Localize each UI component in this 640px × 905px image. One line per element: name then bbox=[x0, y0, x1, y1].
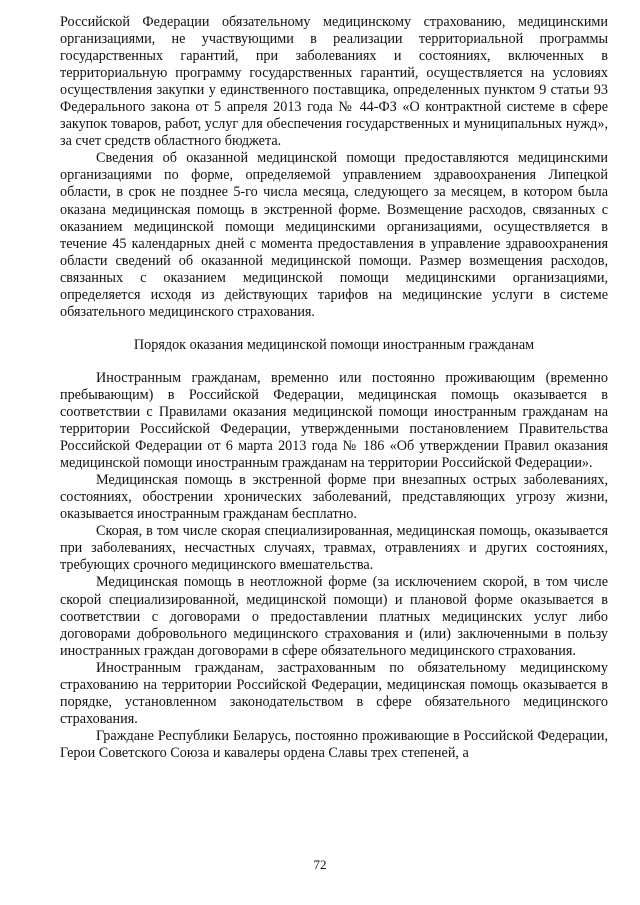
paragraph: Скорая, в том числе скорая специализированная, медицинская помощь, оказывается при заболеваниях, несчастных случаях, травмах, отравлениях и других состояниях, требующих срочного медицинского вмешательства. bbox=[60, 523, 608, 574]
paragraph: Медицинская помощь в экстренной форме при внезапных острых заболеваниях, состояниях, обострении хронических заболеваний, представляющих угрозу жизни, оказывается иностранным гражданам бесплатно. bbox=[60, 472, 608, 523]
document-page bbox=[60, 14, 608, 762]
paragraph: Граждане Республики Беларусь, постоянно проживающие в Российской Федерации, Герои Советского Союза и кавалеры ордена Славы трех степеней, а bbox=[60, 727, 608, 761]
paragraph-continuation: Российской Федерации обязательному медицинскому страхованию, медицинскими организациями, не участвующими в реализации территориальной программы государственных гарантий, при заболеваниях и состояниях, включенных в территориальную программу государственных гарантий, осуществляется на условиях осуществления закупки у единственного поставщика, определенных пунктом 9 статьи 93 Федерального закона от 5 апреля 2013 года № 44-ФЗ «О контрактной системе в сфере закупок товаров, работ, услуг для обеспечения государственных и муниципальных нужд», за счет средств областного бюджета. bbox=[60, 14, 608, 150]
section-heading: Порядок оказания медицинской помощи иностранным гражданам bbox=[133, 336, 535, 353]
paragraph: Иностранным гражданам, временно или постоянно проживающим (временно пребывающим) в Российской Федерации, медицинская помощь оказывается в соответствии с Правилами оказания медицинской помощи иностранным гражданам на территории Российской Федерации, утвержденными постановлением Правительства Российской Федерации от 6 марта 2013 года № 186 «Об утверждении Правил оказания медицинской помощи иностранным гражданам на территории Российской Федерации». bbox=[60, 369, 608, 472]
paragraph: Иностранным гражданам, застрахованным по обязательному медицинскому страхованию на территории Российской Федерации, медицинская помощь оказывается в порядке, установленном законодательством в сфере обязательного медицинского страхования. bbox=[60, 659, 608, 727]
paragraph: Медицинская помощь в неотложной форме (за исключением скорой, в том числе скорой специализированной, медицинской помощи) и плановой форме оказывается в соответствии с договорами о предоставлении платных медицинских услуг либо договорами добровольного медицинского страхования и (или) заключенными в пользу иностранных граждан договорами в сфере обязательного медицинского страхования. bbox=[60, 574, 608, 659]
page-number: 72 bbox=[313, 857, 327, 872]
paragraph: Сведения об оказанной медицинской помощи предоставляются медицинскими организациями по форме, определяемой управлением здравоохранения Липецкой области, в срок не позднее 5-го числа месяца, следующего за месяцем, в котором была оказана медицинская помощь в экстренной форме. Возмещение расходов, связанных с оказанием медицинской помощи медицинскими организациями, осуществляется в течение 45 календарных дней с момента предоставления в управление здравоохранения области сведений об оказанной медицинской помощи. Размер возмещения расходов, связанных с оказанием медицинской помощи медицинскими организациями, определяется исходя из действующих тарифов на медицинские услуги в системе обязательного медицинского страхования. bbox=[60, 150, 608, 320]
